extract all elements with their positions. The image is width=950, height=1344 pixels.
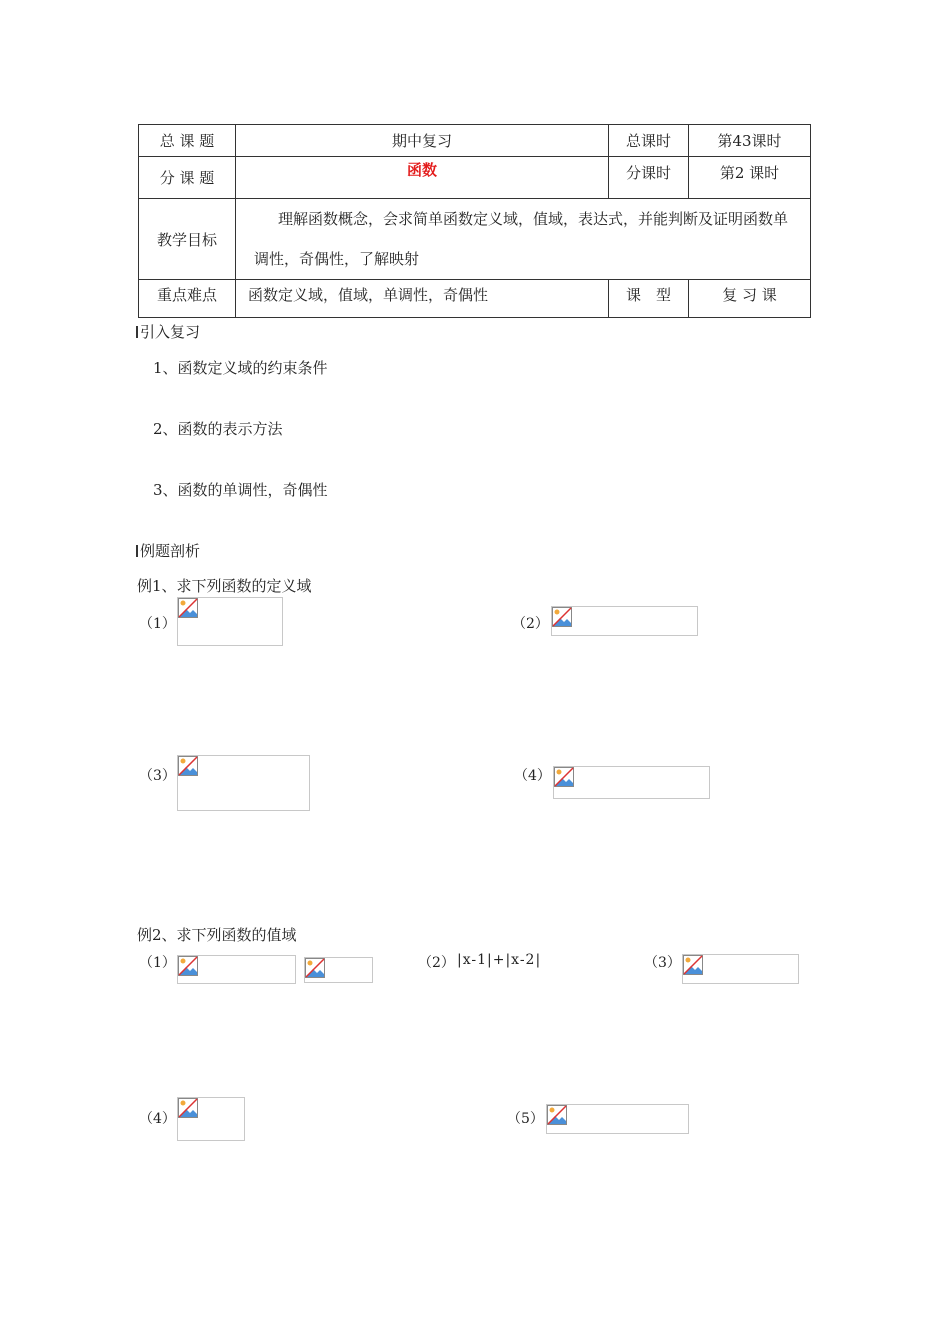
formula-image [304, 957, 373, 983]
formula-image [177, 597, 283, 646]
formula-image [553, 766, 710, 799]
sub-hours-value: 第2 课时 [689, 157, 811, 199]
formula-image [177, 1097, 245, 1141]
total-topic-label: 总 课 题 [139, 125, 236, 157]
broken-image-icon [178, 956, 198, 976]
item-label: （2） [418, 955, 455, 971]
broken-image-icon [178, 598, 198, 618]
example2-title: 例2、求下列函数的值域 [137, 926, 297, 944]
item-label: （2） [512, 616, 549, 632]
teaching-goal-label: 教学目标 [139, 199, 236, 280]
item-label: （1） [139, 955, 176, 971]
sub-hours-label: 分课时 [609, 157, 689, 199]
example1-title: 例1、求下列函数的定义域 [137, 577, 312, 595]
total-topic-value: 期中复习 [236, 125, 609, 157]
formula-image [177, 755, 310, 811]
formula-image [546, 1104, 689, 1134]
section-marker [136, 545, 138, 557]
broken-image-icon [547, 1105, 567, 1125]
broken-image-icon [305, 958, 325, 978]
broken-image-icon [178, 1098, 198, 1118]
item-label: （4） [514, 768, 551, 784]
section-examples-heading: 例题剖析 [136, 540, 200, 561]
lesson-type-label: 课 型 [609, 280, 689, 318]
item-label: （1） [139, 616, 176, 632]
item-label: （5） [507, 1111, 544, 1127]
broken-image-icon [554, 767, 574, 787]
review-item: 3、函数的单调性，奇偶性 [153, 481, 328, 499]
formula-image [682, 954, 799, 984]
item-label: （3） [644, 955, 681, 971]
formula-image [551, 606, 698, 636]
broken-image-icon [552, 607, 572, 627]
broken-image-icon [683, 955, 703, 975]
sub-topic-value: 函数 [236, 157, 609, 199]
teaching-goal-value: 理解函数概念，会求简单函数定义域，值域，表达式，并能判断及证明函数单调性，奇偶性，了解映射 [236, 199, 811, 280]
section-marker [136, 326, 138, 338]
abs-formula: |x-1|+|x-2| [457, 952, 542, 968]
formula-image [177, 955, 296, 984]
section-review-heading: 引入复习 [136, 321, 200, 342]
sub-topic-label: 分 课 题 [139, 157, 236, 199]
lesson-header-table [138, 124, 811, 318]
broken-image-icon [178, 756, 198, 776]
item-label: （3） [139, 768, 176, 784]
item-label: （4） [139, 1111, 176, 1127]
total-hours-value: 第43课时 [689, 125, 811, 157]
key-points-label: 重点难点 [139, 280, 236, 318]
review-item: 1、函数定义域的约束条件 [153, 359, 328, 377]
review-item: 2、函数的表示方法 [153, 420, 283, 438]
lesson-type-value: 复 习 课 [689, 280, 811, 318]
total-hours-label: 总课时 [609, 125, 689, 157]
key-points-value: 函数定义域，值域，单调性，奇偶性 [236, 280, 609, 318]
